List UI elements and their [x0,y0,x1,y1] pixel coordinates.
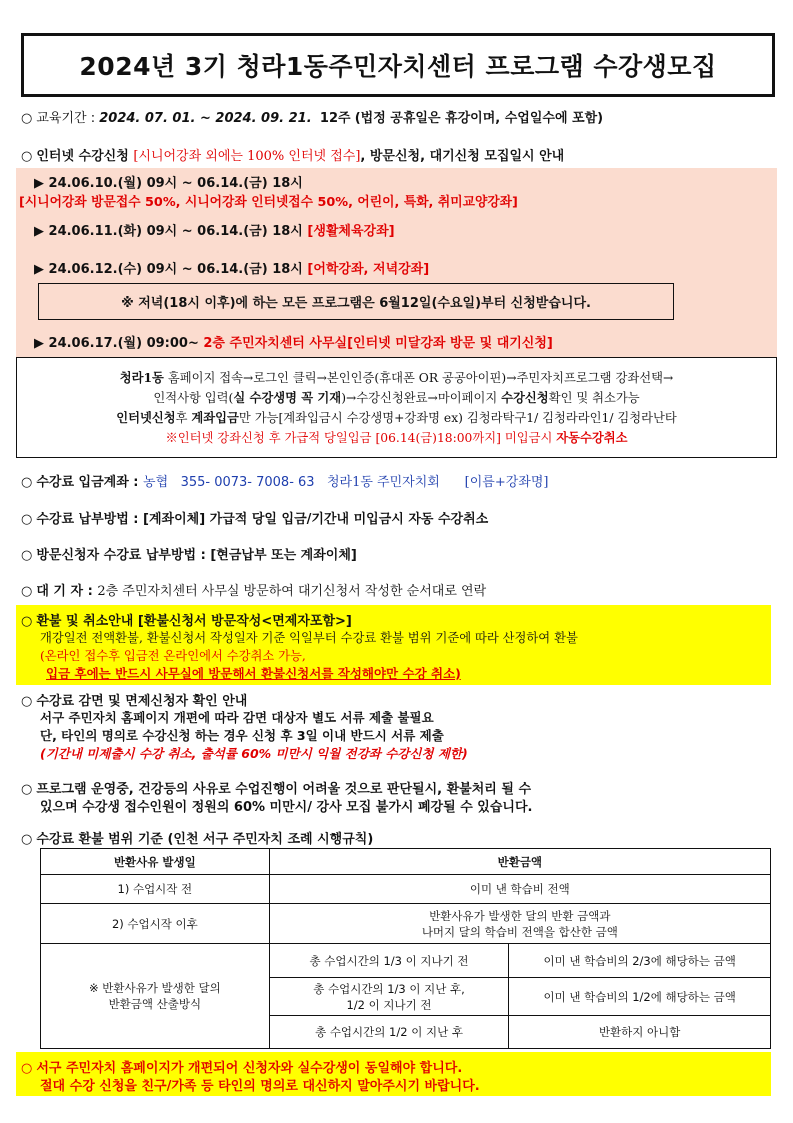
closure-line-1: 프로그램 운영중, 건강등의 사유로 수업진행이 어려울 것으로 판단될시, 환불처리 될 수 [36,782,532,797]
table-header: 반환사유 발생일 [41,849,270,875]
table-cell: 총 수업시간의 1/2 이 지난 후 [269,1016,509,1049]
howto-line-1 [120,368,674,388]
closure-line-2: 있으며 수강생 접수인원이 정원의 60% 미만시/ 강사 모집 불가시 폐강될 수 있습니다. [40,800,533,815]
howto-site: 청라1동 [119,369,164,385]
howto-steps-3d: 만 가능[계좌입금시 수강생명+강좌명 ex) 김청라탁구1/ 김청라라인1/ 김청라난타 [238,410,677,425]
payment-text: [계좌이체] 가급적 당일 입금/기간내 미입금시 자동 수강취소 [143,512,489,527]
account-memo: [이름+강좌명] [464,475,549,490]
table-cell: 반환하지 아니함 [509,1016,771,1049]
howto-auto-cancel: 자동수강취소 [556,429,628,445]
account-row [21,471,548,490]
period-label: 교육기간 : [36,111,100,126]
refund-table-caption: 수강료 환불 범위 기준 (인천 서구 주민자치 조례 시행규칙) [36,832,374,847]
table-header: 반환금액 [269,849,770,875]
signup-label: 인터넷 수강신청 [36,149,134,164]
table-cell-line: 반환사유가 발생한 달의 반환 금액과 [429,908,611,923]
howto-signup: 수강신청 [501,389,549,405]
account-label: 수강료 입금계좌 : [36,475,144,490]
evening-note: ※ 저녁(18시 이후)에 하는 모든 프로그램은 6월12일(수요일)부터 신청받습니다. [121,296,591,311]
table-cell-line: 1/2 이 지나기 전 [346,997,432,1012]
bullet: ○ [21,475,33,490]
howto-deadline-a: ※인터넷 강좌신청 후 가급적 당일입금 [165,430,376,445]
waiting-row [21,580,486,599]
bullet: ○ [21,512,33,527]
bullet: ○ [21,614,33,629]
table-row [41,875,771,904]
refund-notice-head-row [21,610,352,629]
howto-box [16,357,777,458]
schedule-2-row [34,220,395,239]
table-row [41,849,771,875]
refund-table-caption-row [21,828,373,847]
bullet: ○ [21,832,33,847]
bullet: ○ [21,782,33,797]
period-dates: 2024. 07. 01. ~ 2024. 09. 21. [99,111,312,126]
howto-deadline-c: 미입금시 [500,430,557,445]
howto-line-2 [153,388,639,408]
discount-line-1: 서구 주민자치 홈페이지 개편에 따라 감면 대상자 별도 서류 제출 불필요 [40,710,434,725]
discount-line-2: 단, 타인의 명의로 수강신청 하는 경우 신청 후 3일 이내 반드시 서류 제출 [40,728,444,743]
bullet: ○ [21,548,33,563]
visit-payment-text: [현금납부 또는 계좌이체] [210,548,357,563]
title-box [21,33,775,97]
refund-notice-line-2: (온라인 접수후 입금전 온라인에서 수강취소 가능, [40,649,306,663]
table-cell-line: 반환금액 산출방식 [108,997,202,1011]
waiting-text: 2층 주민자치센터 사무실 방문하여 대기신청서 작성한 순서대로 연락 [97,584,487,599]
howto-steps-2c: )→수강신청완료→마이페이지 [341,390,502,405]
closure-line-1-row [21,778,531,797]
table-cell: 2) 수업시작 이후 [41,904,270,944]
bullet: ○ [21,111,33,126]
howto-line-3 [116,408,677,428]
period-note: (법정 공휴일은 휴강이며, 수업일수에 포함) [354,111,604,126]
refund-notice-line-1: 개강일전 전액환불, 환불신청서 작성일자 기준 익일부터 수강료 환불 범위 기준에 따라 산정하여 환불 [40,631,578,645]
schedule-4-detail: 2층 주민자치센터 사무실[인터넷 미달강좌 방문 및 대기신청] [203,336,553,351]
table-cell-line: 총 수업시간의 1/3 이 지난 후, [313,981,465,996]
signup-rest: , 방문신청, 대기신청 모집일시 안내 [360,149,565,164]
payment-label: 수강료 납부방법 : [36,512,144,527]
howto-real-name: 실 수강생명 꼭 기재 [233,389,342,405]
visit-payment-row [21,544,357,563]
payment-row [21,508,488,527]
table-cell: 이미 낸 학습비의 2/3에 해당하는 금액 [509,944,771,978]
footer-line-1-row [21,1057,462,1076]
discount-head: 수강료 감면 및 면제신청자 확인 안내 [36,694,248,709]
schedule-1-detail: [시니어강좌 방문접수 50%, 시니어강좌 인터넷접수 50%, 어린이, 특화, 취미교양강좌] [19,195,518,210]
waiting-label: 대 기 자 : [36,584,98,599]
table-row [41,944,771,978]
discount-line-3: (기간내 미제출시 수강 취소, 출석률 60% 미만시 익월 전강좌 수강신청 제한) [40,746,468,761]
table-cell [269,978,509,1016]
howto-steps-2a: 인적사항 입력( [153,390,234,405]
schedule-2-date: ▶ 24.06.11.(화) 09시 ~ 06.14.(금) 18시 [34,224,308,239]
table-cell-line: 나머지 달의 학습비 전액을 합산한 금액 [421,924,618,939]
table-cell: 총 수업시간의 1/3 이 지나기 전 [269,944,509,978]
evening-note-box [38,283,674,320]
period-row [21,107,603,126]
page-title: 2024년 3기 청라1동주민자치센터 프로그램 수강생모집 [79,52,717,81]
refund-notice-head: 환불 및 취소안내 [환불신청서 방문작성<면제자포함>] [36,614,352,629]
schedule-4-row [34,332,553,351]
schedule-2-detail: [생활체육강좌] [307,224,395,239]
table-cell [269,904,770,944]
schedule-3-detail: [어학강좌, 저녁강좌] [307,262,430,277]
table-cell: 이미 낸 학습비의 1/2에 해당하는 금액 [509,978,771,1016]
footer-line-1: 서구 주민자치 홈페이지가 개편되어 신청자와 실수강생이 동일해야 합니다. [36,1061,463,1076]
discount-head-row [21,690,247,709]
howto-steps-2e: 확인 및 취소가능 [548,390,640,405]
howto-deadline-date: [06.14(금)18:00까지] [375,430,501,445]
schedule-1-date: ▶ 24.06.10.(월) 09시 ~ 06.14.(금) 18시 [34,176,303,191]
account-number: 355- 0073- 7008- 63 [180,475,315,490]
bullet: ○ [21,584,33,599]
footer-line-2: 절대 수강 신청을 친구/가족 등 타인의 명의로 대신하지 말아주시기 바랍니다. [40,1079,480,1094]
refund-table [40,848,771,1049]
howto-steps-1: 홈페이지 접속→로그인 클릭→본인인증(휴대폰 OR 공공아이핀)→주민자치프로그램 강좌선택→ [163,370,674,385]
signup-bracket: [시니어강좌 외에는 100% 인터넷 접수] [133,149,361,164]
signup-row [21,145,564,164]
account-bank: 농협 [143,475,169,490]
table-cell-line: ※ 반환사유가 발생한 달의 [88,981,221,995]
schedule-3-date: ▶ 24.06.12.(수) 09시 ~ 06.14.(금) 18시 [34,262,308,277]
howto-transfer: 계좌입금 [191,409,239,425]
account-holder: 청라1동 주민자치회 [326,475,440,490]
table-cell: 1) 수업시작 전 [41,875,270,904]
bullet: ○ [21,694,33,709]
bullet: ○ [21,149,33,164]
refund-notice-line-3: 입금 후에는 반드시 사무실에 방문해서 환불신청서를 작성해야만 수강 취소) [46,666,461,681]
period-weeks: 12주 [319,111,351,126]
table-cell [41,944,270,1049]
schedule-3-row [34,258,429,277]
howto-after: 후 [175,410,192,425]
schedule-4-date: ▶ 24.06.17.(월) 09:00~ [34,336,204,351]
table-cell: 이미 낸 학습비 전액 [269,875,770,904]
howto-line-4 [165,428,627,448]
howto-internet: 인터넷신청 [116,409,176,425]
bullet: ○ [21,1061,33,1076]
table-row [41,904,771,944]
visit-payment-label: 방문신청자 수강료 납부방법 : [36,548,211,563]
